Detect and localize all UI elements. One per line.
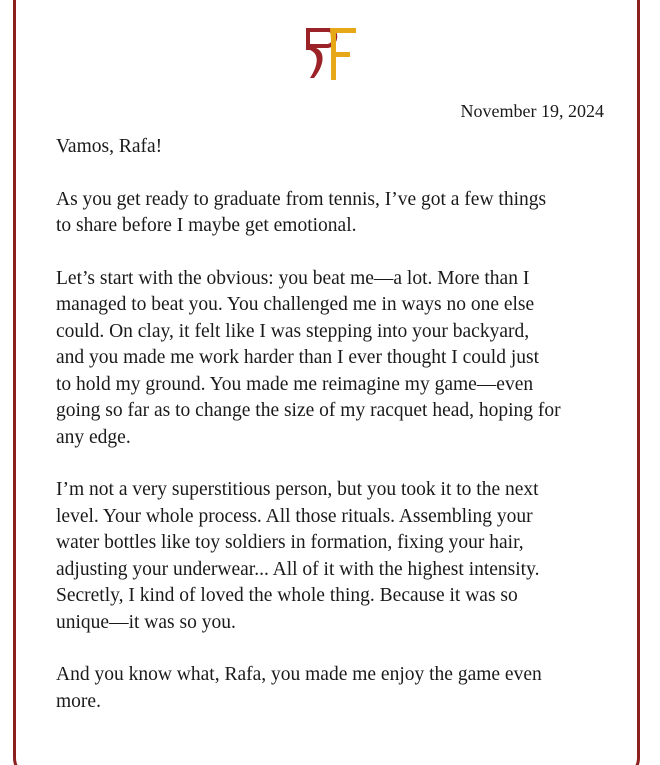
letter-body bbox=[56, 134, 611, 741]
letter-line: I’m not a very superstitious person, but you took it to the next bbox=[56, 479, 539, 500]
letter-line: to hold my ground. You made me reimagine my game—even bbox=[56, 373, 534, 395]
letter-date: November 19, 2024 bbox=[460, 101, 604, 121]
letter-salutation: Vamos, Rafa! bbox=[56, 136, 163, 157]
letter-line: And you know what, Rafa, you made me enjoy the game even bbox=[56, 664, 542, 685]
letter-line: and you made me work harder than I ever thought I could just bbox=[56, 347, 540, 368]
letter-line: level. Your whole process. All those rituals. Assembling your bbox=[56, 505, 533, 527]
letter-line: unique—it was so you. bbox=[56, 611, 236, 633]
letter-line: to share before I maybe get emotional. bbox=[56, 215, 357, 236]
letter-line: going so far as to change the size of my racquet head, hoping for bbox=[56, 400, 561, 421]
letter-paragraph bbox=[56, 477, 611, 636]
letter-paragraph bbox=[56, 662, 611, 715]
letter-paragraph bbox=[56, 266, 611, 452]
letter-line: managed to beat you. You challenged me in ways no one else bbox=[56, 294, 535, 315]
letter-line: Let’s start with the obvious: you beat me—a lot. More than I bbox=[56, 267, 530, 289]
letter-line: water bottles like toy soldiers in formation, fixing your hair, bbox=[56, 532, 524, 553]
letter-line: any edge. bbox=[56, 426, 131, 448]
letter-paragraph bbox=[56, 187, 611, 240]
letter-line: As you get ready to graduate from tennis, I’ve got a few things bbox=[56, 188, 547, 210]
rf-monogram-logo bbox=[300, 22, 360, 88]
letter-line: adjusting your underwear... All of it with the highest intensity. bbox=[56, 558, 540, 580]
letter-line: Secretly, I kind of loved the whole thing. Because it was so bbox=[56, 585, 518, 606]
letter-line: more. bbox=[56, 690, 101, 712]
letter-line: could. On clay, it felt like I was stepping into your backyard, bbox=[56, 320, 530, 342]
